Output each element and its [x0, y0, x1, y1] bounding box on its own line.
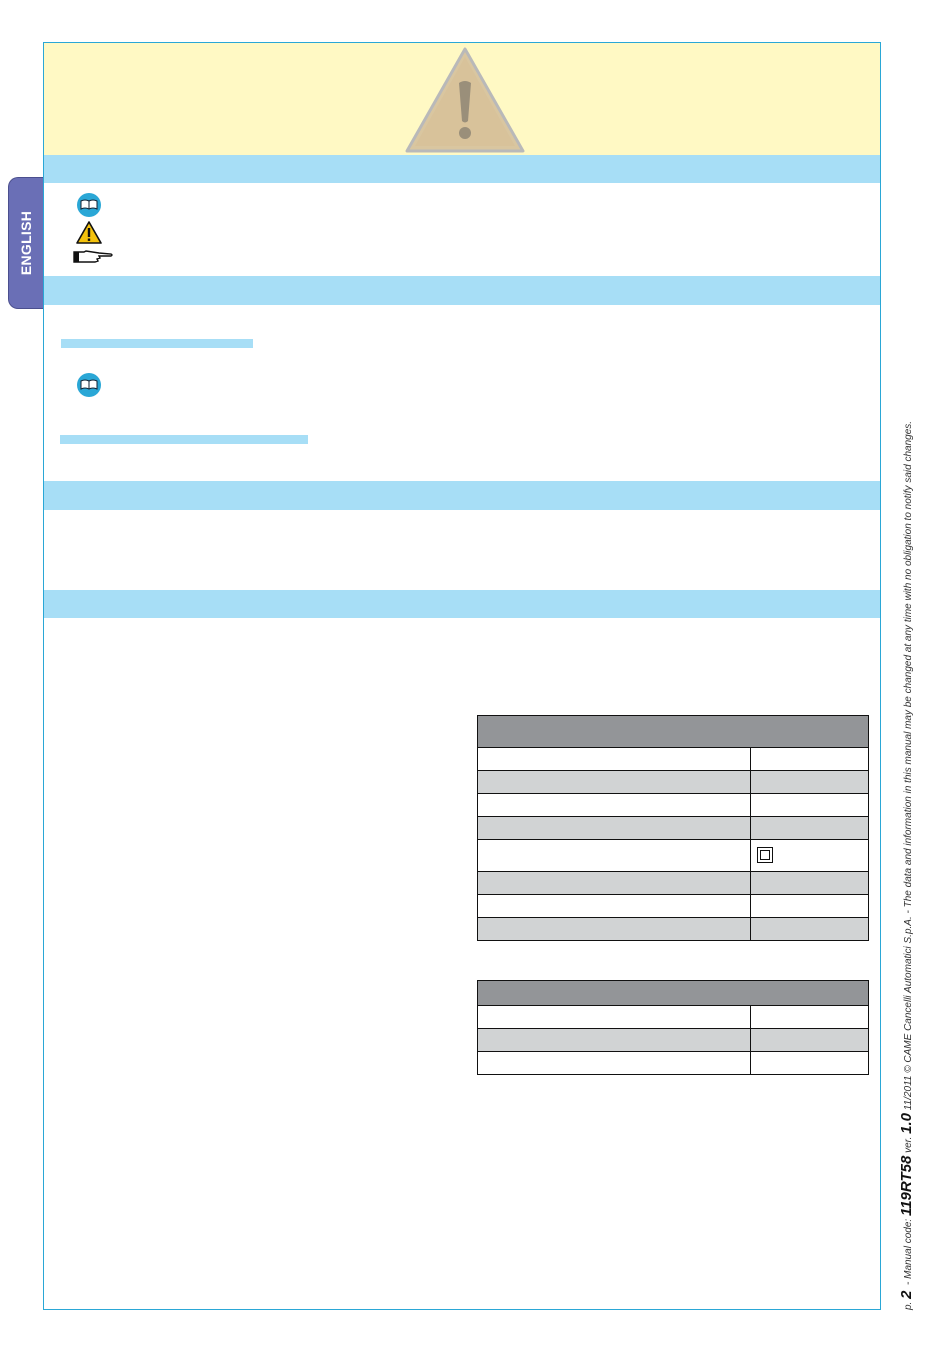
table-row [478, 1029, 869, 1052]
page-prefix: p. [903, 1301, 914, 1310]
manual-code: 119RT58 [898, 1155, 915, 1217]
section-band-4 [44, 590, 880, 618]
page-number: 2 [898, 1290, 915, 1299]
section-band-3 [44, 481, 880, 510]
table-cell [478, 1052, 751, 1075]
section-band-2 [44, 276, 880, 305]
table-cell [751, 1029, 869, 1052]
table-cell [478, 794, 751, 817]
table-row [478, 794, 869, 817]
table-cell [751, 895, 869, 918]
table-row [478, 840, 869, 872]
table-cell [751, 771, 869, 794]
subsection-bar-1 [61, 339, 253, 348]
table-cell [478, 748, 751, 771]
table-cell [478, 872, 751, 895]
language-tab [8, 177, 43, 309]
table-cell [751, 840, 869, 872]
table-cell [751, 1006, 869, 1029]
technical-data-table [477, 715, 869, 941]
table-row [478, 872, 869, 895]
table-row [478, 748, 869, 771]
table-row [478, 895, 869, 918]
warning-icon [76, 221, 102, 244]
table-row [478, 771, 869, 794]
page-frame [43, 42, 881, 1310]
table-cell [478, 918, 751, 941]
table-cell [478, 1029, 751, 1052]
version-number: 1.0 [898, 1112, 915, 1134]
table-cell [751, 872, 869, 895]
table-row [478, 918, 869, 941]
table-cell [478, 771, 751, 794]
table-cell [751, 918, 869, 941]
secondary-data-table [477, 980, 869, 1075]
book-icon [77, 373, 101, 397]
table-cell [751, 1052, 869, 1075]
table-cell [478, 1006, 751, 1029]
table-header-row [478, 981, 869, 1006]
section-band-legend [44, 155, 880, 183]
footer-text [898, 410, 915, 1310]
table-row [478, 817, 869, 840]
table-cell [751, 794, 869, 817]
table-cell [751, 748, 869, 771]
double-insulation-icon [757, 847, 773, 863]
language-tab-label: ENGLISH [18, 210, 34, 276]
disclaimer: - The data and information in this manual may be changed at any time with no obligation to notify said changes. [903, 420, 914, 914]
table-header-row [478, 716, 869, 748]
version-label: ver. [903, 1136, 914, 1153]
table-cell [478, 840, 751, 872]
table-cell [478, 817, 751, 840]
table-header-cell [478, 981, 869, 1006]
table-row [478, 1052, 869, 1075]
book-icon [77, 193, 101, 217]
pointing-hand-icon [73, 250, 113, 264]
manual-code-label: - Manual code: [903, 1218, 914, 1285]
date-copyright: 11/2011 © CAME Cancelli Automatici S.p.A. [903, 916, 914, 1111]
table-header-cell [478, 716, 869, 748]
subsection-bar-2 [60, 435, 308, 444]
table-cell [751, 817, 869, 840]
table-cell [478, 895, 751, 918]
table-row [478, 1006, 869, 1029]
